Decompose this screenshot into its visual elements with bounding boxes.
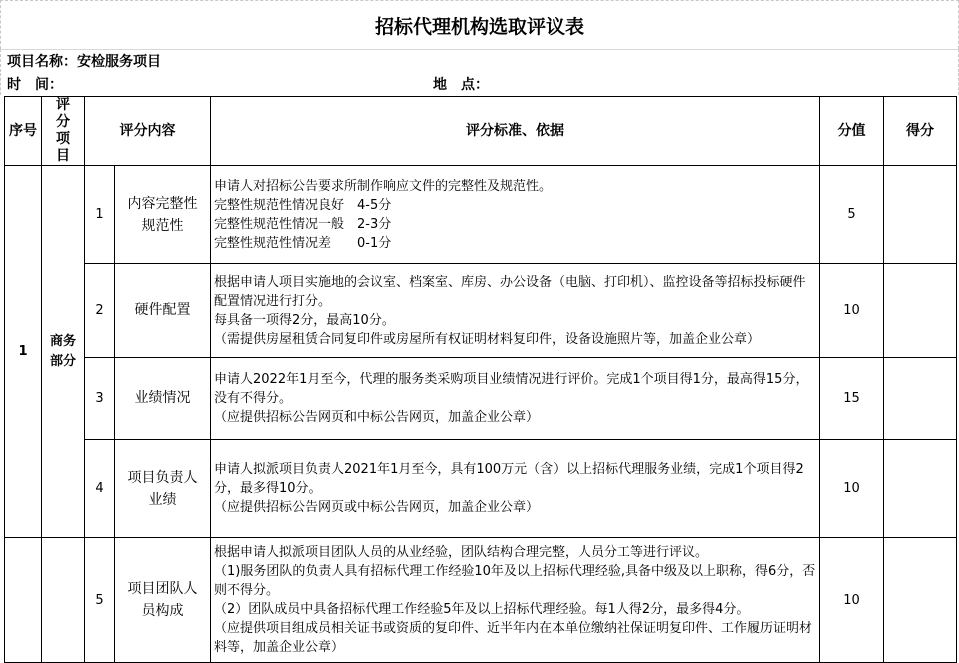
row-points: 5 (820, 166, 884, 264)
criteria-line: 完整性规范性情况良好 4-5分 (214, 197, 392, 213)
criteria-line: 完整性规范性情况差 0-1分 (214, 235, 392, 251)
criteria-line: （应提供项目组成员相关证书或资质的复印件、近半年内在本单位缴纳社保证明复印件、工作履历证明材料等，加盖企业公章） (214, 621, 813, 655)
row-criteria (211, 440, 820, 538)
header-content: 评分内容 (85, 97, 211, 166)
row-points: 10 (820, 538, 884, 663)
row-content: 内容完整性规范性 (115, 166, 211, 264)
header-row (5, 97, 957, 166)
table-row (5, 538, 957, 663)
criteria-line: （需提供房屋租赁合同复印件或房屋所有权证明材料复印件，设备设施照片等，加盖企业公章） (214, 331, 761, 347)
row-criteria (211, 358, 820, 440)
criteria-line: 完整性规范性情况一般 2-3分 (214, 216, 392, 232)
row-content: 项目负责人业绩 (115, 440, 211, 538)
row-content: 业绩情况 (115, 358, 211, 440)
header-seq: 序号 (5, 97, 42, 166)
time-label: 时 间： (7, 77, 63, 93)
header-score: 得分 (884, 97, 957, 166)
criteria-line: 申请人拟派项目负责人2021年1月至今，具有100万元（含）以上招标代理服务业绩，完成1个项目得2分，最多得10分。 (214, 462, 804, 496)
group-name-empty (42, 538, 85, 663)
evaluation-table (4, 96, 957, 663)
row-points: 15 (820, 358, 884, 440)
row-score[interactable] (884, 440, 957, 538)
row-points: 10 (820, 440, 884, 538)
row-criteria (211, 538, 820, 663)
group-name: 商务部分 (42, 166, 85, 538)
header-points: 分值 (820, 97, 884, 166)
criteria-line: （1)服务团队的负责人具有招标代理工作经验10年及以上招标代理经验,具备中级及以上职称，得6分，否则不得分。 (214, 564, 816, 598)
row-criteria (211, 166, 820, 264)
criteria-line: （2）团队成员中具备招标代理工作经验5年及以上招标代理经验。每1人得2分，最多得4分。 (214, 602, 750, 617)
row-score[interactable] (884, 358, 957, 440)
row-score[interactable] (884, 538, 957, 663)
place-label: 地 点： (433, 77, 489, 93)
criteria-line: （应提供招标公告网页或中标公告网页，加盖企业公章） (214, 500, 540, 515)
row-no: 2 (85, 264, 115, 358)
row-no: 1 (85, 166, 115, 264)
row-no: 5 (85, 538, 115, 663)
project-name-label: 项目名称： (7, 54, 77, 70)
criteria-line: 根据申请人拟派项目团队人员的从业经验，团队结构合理完整，人员分工等进行评议。 (214, 545, 709, 560)
row-no: 4 (85, 440, 115, 538)
criteria-line: （应提供招标公告网页和中标公告网页，加盖企业公章） (214, 410, 540, 425)
table-row (5, 264, 957, 358)
criteria-line: 每具备一项得2分，最高10分。 (214, 312, 395, 328)
row-score[interactable] (884, 264, 957, 358)
criteria-line: 根据申请人项目实施地的会议室、档案室、库房、办公设备（电脑、打印机）、监控设备等招标投标硬件配置情况进行打分。 (214, 274, 806, 309)
row-criteria (211, 264, 820, 358)
table-row (5, 166, 957, 264)
header-item: 评分项目 (42, 97, 85, 166)
table-row (5, 358, 957, 440)
row-score[interactable] (884, 166, 957, 264)
time-place-row (0, 73, 959, 95)
group-seq-empty (5, 538, 42, 663)
group-seq: 1 (5, 166, 42, 538)
form-title: 招标代理机构选取评议表 (0, 0, 959, 49)
row-content: 硬件配置 (115, 264, 211, 358)
criteria-line: 申请人2022年1月至今，代理的服务类采购项目业绩情况进行评价。完成1个项目得1分，最高得15分，没有不得分。 (214, 372, 809, 406)
row-no: 3 (85, 358, 115, 440)
row-points: 10 (820, 264, 884, 358)
project-name-value: 安检服务项目 (77, 54, 161, 70)
project-name-row (0, 49, 959, 72)
table-row (5, 440, 957, 538)
header-criteria: 评分标准、依据 (211, 97, 820, 166)
row-content: 项目团队人员构成 (115, 538, 211, 663)
criteria-line: 申请人对招标公告要求所制作响应文件的完整性及规范性。 (214, 178, 553, 194)
